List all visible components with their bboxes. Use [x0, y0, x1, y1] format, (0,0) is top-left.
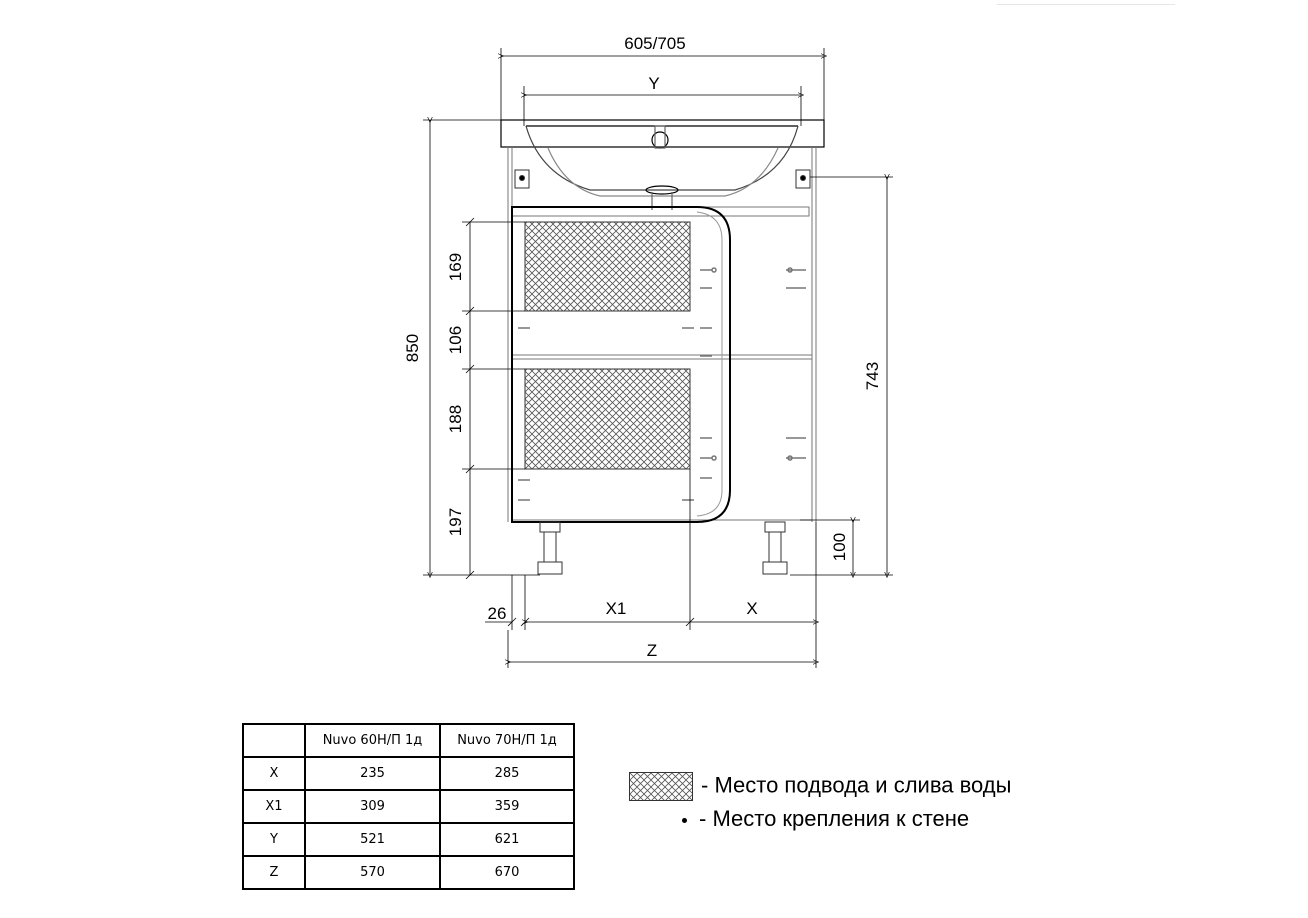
dim-label-z: Z	[646, 641, 658, 660]
table-cell: Y	[243, 823, 305, 856]
table-cell: 285	[440, 757, 574, 790]
dim-label-106: 106	[446, 325, 465, 355]
table-cell: 621	[440, 823, 574, 856]
dim-label-169: 169	[446, 252, 465, 282]
dim-label-leg-height: 100	[830, 532, 849, 562]
table-header-cell: Nuvo 60Н/П 1д	[305, 724, 440, 757]
table-cell: 235	[305, 757, 440, 790]
table-cell: 570	[305, 856, 440, 889]
table-cell: 359	[440, 790, 574, 823]
table-header-row	[243, 724, 574, 757]
legend-water-supply	[629, 772, 1011, 801]
table-cell: 521	[305, 823, 440, 856]
table-cell: 309	[305, 790, 440, 823]
dim-label-basin-width: Y	[648, 74, 660, 93]
leg-left	[538, 522, 562, 574]
dim-label-188: 188	[446, 404, 465, 434]
table-header-cell: Nuvo 70Н/П 1д	[440, 724, 574, 757]
hatch-swatch-icon	[629, 772, 693, 801]
wall-bracket-left	[515, 170, 529, 188]
dim-segments	[462, 218, 525, 579]
table-cell: X	[243, 757, 305, 790]
table-cell: 670	[440, 856, 574, 889]
dim-label-cabinet-height: 743	[863, 361, 882, 391]
table-cell: Z	[243, 856, 305, 889]
dim-total-depth	[508, 630, 816, 668]
bullet-dot-icon	[682, 818, 687, 823]
door-inner-edge	[697, 212, 722, 516]
dim-label-x: X	[746, 599, 758, 618]
dim-label-overall-height: 850	[403, 333, 422, 363]
wall-bracket-right	[796, 170, 810, 188]
dimensions-table	[242, 723, 575, 890]
table-row	[243, 823, 574, 856]
leg-right	[763, 522, 787, 574]
hatch-zone-lower	[525, 369, 690, 469]
dim-bottom-offsets	[485, 469, 816, 630]
dim-overall-width	[501, 48, 824, 120]
table-cell: X1	[243, 790, 305, 823]
table-row	[243, 856, 574, 889]
dim-label-overall-width: 605/705	[624, 34, 686, 53]
hatch-zone-upper	[525, 222, 690, 311]
dim-label-26: 26	[487, 604, 507, 623]
legend-wall-mount-label: - Место крепления к стене	[699, 806, 970, 831]
dim-label-x1: X1	[605, 599, 627, 618]
legend-wall-mount	[682, 806, 969, 832]
table-header-cell	[243, 724, 305, 757]
legend-water-supply-label: - Место подвода и слива воды	[701, 772, 1012, 798]
table-row	[243, 790, 574, 823]
table-row	[243, 757, 574, 790]
wash-basin	[501, 120, 824, 210]
dim-label-197: 197	[446, 507, 465, 537]
